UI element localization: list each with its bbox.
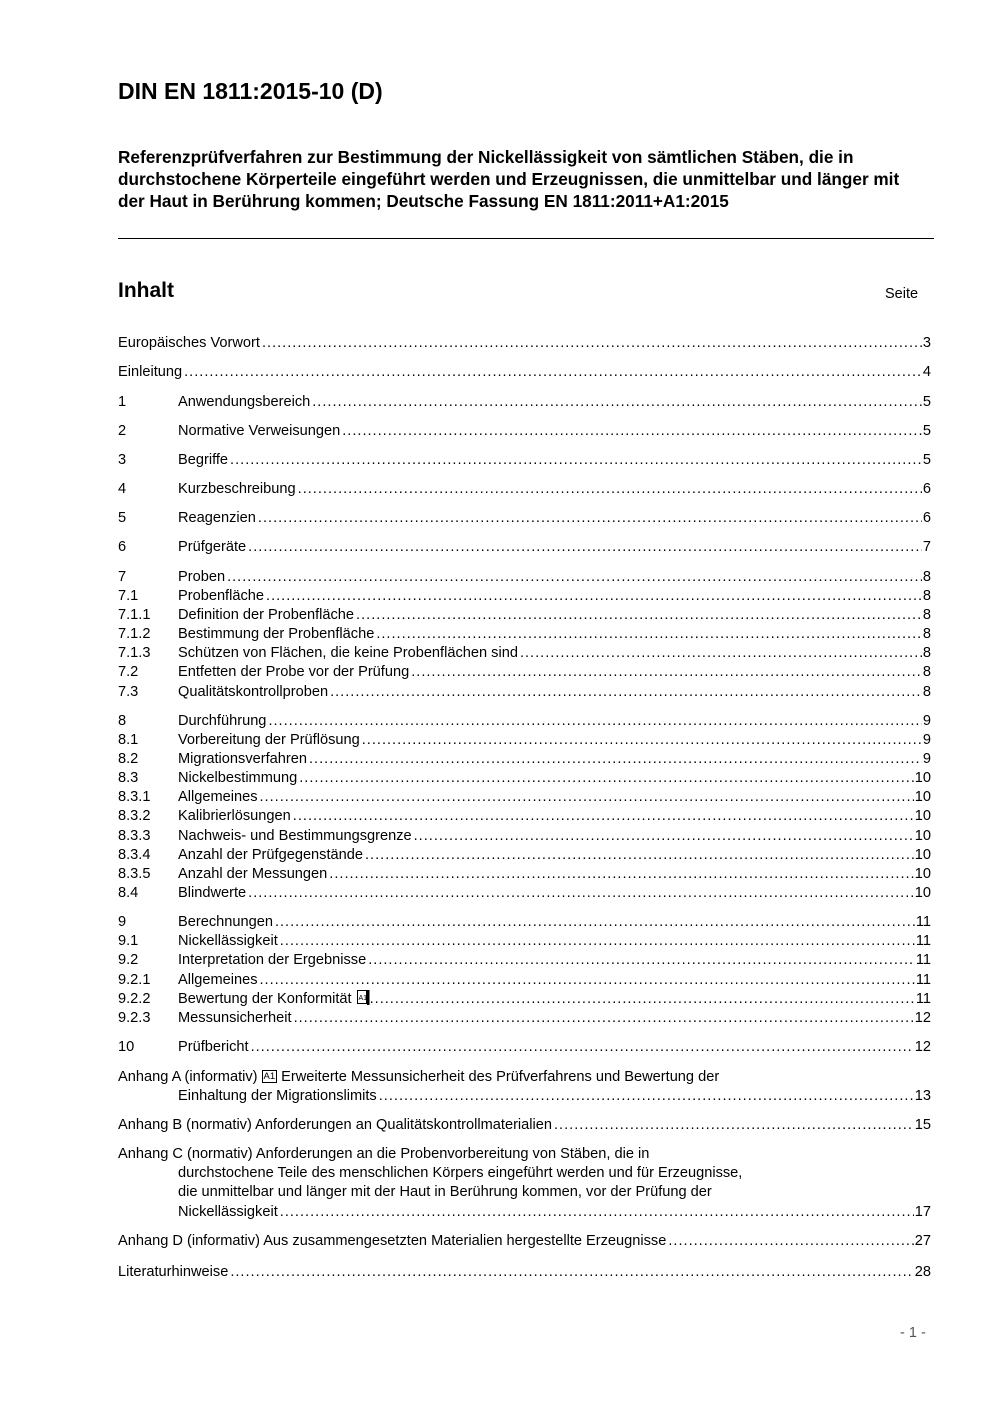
toc-entry-page: 8 [922, 569, 931, 585]
dot-leader [248, 538, 922, 557]
dot-leader [262, 334, 922, 353]
toc-entry-page: 10 [914, 847, 931, 863]
dot-leader [260, 788, 914, 807]
toc-entry[interactable] [118, 913, 931, 932]
toc-entry[interactable] [118, 393, 931, 412]
toc-entry-page: 12 [914, 1010, 931, 1026]
toc-entry[interactable] [118, 644, 931, 663]
toc-entry-page: 3 [922, 335, 931, 351]
toc-entry[interactable] [118, 951, 931, 970]
toc-entry-number: 9.2.3 [118, 1010, 151, 1026]
toc-entry-number: 9.2 [118, 952, 139, 968]
annex-b-page: 15 [914, 1117, 931, 1133]
toc-annex-a-line1[interactable] [118, 1068, 719, 1087]
toc-entry-title: Begriffe [178, 452, 229, 468]
toc-entry-number: 9 [118, 914, 127, 930]
toc-entry-number: 3 [118, 452, 127, 468]
toc-entry-title: Reagenzien [178, 510, 256, 526]
toc-entry-title: Prüfgeräte [178, 539, 247, 555]
toc-entry-number: 2 [118, 423, 127, 439]
toc-entry-page: 8 [922, 664, 931, 680]
toc-entry-page: 8 [922, 626, 931, 642]
toc-entry[interactable] [118, 769, 931, 788]
toc-entry-title: Nachweis- und Bestimmungsgrenze [178, 828, 412, 844]
toc-entry-number: 7.1.2 [118, 626, 151, 642]
toc-entry-number: 7.1 [118, 588, 139, 604]
dot-leader [184, 363, 922, 382]
dot-leader [379, 1087, 914, 1106]
toc-entry[interactable] [118, 827, 931, 846]
toc-entry-page: 10 [914, 828, 931, 844]
toc-entry-page: 11 [915, 972, 931, 988]
toc-entry-number: 7 [118, 569, 127, 585]
dot-leader [227, 568, 922, 587]
dot-leader [298, 480, 922, 499]
toc-entry[interactable] [118, 971, 931, 990]
toc-entry-page: 8 [922, 607, 931, 623]
toc-annex-d[interactable] [118, 1232, 931, 1251]
toc-entry-page: 5 [922, 423, 931, 439]
dot-leader [230, 451, 922, 470]
toc-entry[interactable] [118, 480, 931, 499]
toc-entry-title: Messunsicherheit [178, 1010, 292, 1026]
toc-entry-page: 10 [914, 866, 931, 882]
toc-entry-title: Allgemeines [178, 789, 258, 805]
toc-entry-number: 8.2 [118, 751, 139, 767]
toc-entry-number: 8.3.1 [118, 789, 151, 805]
document-subtitle: Referenzprüfverfahren zur Bestimmung der Nickellässigkeit von sämtlichen Stäben, die in durchstochene Körperteile eingeführt werden und Erzeugnissen, die unmittelbar und länger mit der Haut in Berührung kommen; Deutsche Fassung EN 1811:2011+A1:2015 [118, 147, 900, 211]
toc-entry[interactable] [118, 625, 931, 644]
annex-a-title-line1: Erweiterte Messunsicherheit des Prüfverfahrens und Bewertung der [281, 1069, 720, 1085]
page-number-footer: - 1 - [900, 1325, 926, 1341]
toc-entry[interactable] [118, 538, 931, 557]
toc-entry-page: 8 [922, 588, 931, 604]
toc-entry-number: 8.1 [118, 732, 139, 748]
toc-entry-number: 8.3.4 [118, 847, 151, 863]
dot-leader [248, 884, 914, 903]
toc-entry-page: 10 [914, 789, 931, 805]
dot-leader [293, 807, 914, 826]
toc-entry-number: 9.2.2 [118, 991, 151, 1007]
toc-entry[interactable] [118, 422, 931, 441]
annex-c-title-line4: Nickellässigkeit [178, 1204, 278, 1220]
dot-leader [268, 712, 921, 731]
toc-entry[interactable] [118, 731, 931, 750]
toc-entry-title: Proben [178, 569, 226, 585]
dot-leader [365, 846, 914, 865]
toc-entry-title: Bestimmung der Probenfläche [178, 626, 375, 642]
toc-entry[interactable] [118, 712, 931, 731]
toc-entry-page: 10 [914, 770, 931, 786]
annex-c-title-line3[interactable]: die unmittelbar und länger mit der Haut in Berührung kommen, vor der Prüfung der [178, 1184, 712, 1200]
toc-annex-c-last[interactable] [118, 1203, 931, 1222]
dot-leader [370, 990, 915, 1009]
dot-leader [275, 913, 915, 932]
toc-entry-title: Anwendungsbereich [178, 394, 311, 410]
toc-entry-page: 10 [914, 885, 931, 901]
dot-leader [280, 1203, 914, 1222]
dot-leader [376, 625, 922, 644]
toc-entry-title: Probenfläche [178, 588, 265, 604]
toc-entry-page: 11 [915, 952, 931, 968]
toc-entry[interactable] [118, 807, 931, 826]
toc-entry-number: 6 [118, 539, 127, 555]
toc-entry-page: 11 [915, 991, 931, 1007]
dot-leader [294, 1009, 914, 1028]
toc-entry-number: 9.2.1 [118, 972, 151, 988]
dot-leader [230, 1263, 913, 1282]
toc-entry-number: 8.3.3 [118, 828, 151, 844]
toc-entry-title: Blindwerte [178, 885, 247, 901]
toc-entry[interactable] [118, 451, 931, 470]
toc-entry[interactable] [118, 865, 931, 884]
toc-entry-title: Normative Verweisungen [178, 423, 341, 439]
annex-a-label: Anhang A (informativ) [118, 1069, 258, 1085]
toc-entry-page: 8 [922, 684, 931, 700]
toc-entry[interactable] [118, 568, 931, 587]
toc-entry-title: Durchführung [178, 713, 267, 729]
dot-leader [520, 644, 922, 663]
toc-entry-number: 8.3.2 [118, 808, 151, 824]
toc-entry-title: Definition der Probenfläche [178, 607, 355, 623]
toc-entry[interactable] [118, 750, 931, 769]
toc-entry-number: 1 [118, 394, 127, 410]
toc-entry-title: Nickelbestimmung [178, 770, 298, 786]
toc-entry-page: 9 [922, 751, 931, 767]
toc-entry[interactable] [118, 363, 931, 382]
dot-leader [362, 731, 922, 750]
annex-d-title: Anhang D (informativ) Aus zusammengesetzten Materialien hergestellte Erzeugnisse [118, 1233, 667, 1249]
dot-leader [266, 587, 922, 606]
toc-entry-number: 7.1.3 [118, 645, 151, 661]
toc-entry-number: 5 [118, 510, 127, 526]
dot-leader [342, 422, 922, 441]
amendment-start-icon: A1 [263, 1071, 276, 1082]
toc-entry-page: 9 [922, 713, 931, 729]
toc-entry-title: Migrationsverfahren [178, 751, 307, 767]
toc-entry[interactable] [118, 509, 931, 528]
toc-entry-page: 5 [922, 452, 931, 468]
toc-bibliography[interactable] [118, 1263, 931, 1282]
annex-b-title: Anhang B (normativ) Anforderungen an Qualitätskontrollmaterialien [118, 1117, 552, 1133]
toc-entry[interactable] [118, 606, 931, 625]
toc-entry-title: Schützen von Flächen, die keine Probenflächen sind [178, 645, 518, 661]
annex-c-title-line1[interactable]: Anhang C (normativ) Anforderungen an die Probenvorbereitung von Stäben, die in [118, 1146, 650, 1162]
dot-leader [368, 951, 915, 970]
dot-leader [251, 1038, 914, 1057]
toc-annex-b[interactable] [118, 1116, 931, 1135]
toc-entry-number: 7.3 [118, 684, 139, 700]
toc-entry-number: 7.2 [118, 664, 139, 680]
toc-entry-page: 10 [914, 808, 931, 824]
toc-entry-page: 8 [922, 645, 931, 661]
toc-entry-number: 8 [118, 713, 127, 729]
toc-entry[interactable] [118, 846, 931, 865]
toc-entry[interactable] [118, 334, 931, 353]
toc-entry[interactable] [118, 683, 931, 702]
dot-leader [309, 750, 922, 769]
toc-entry-number: 8.3.5 [118, 866, 151, 882]
toc-entry-title: Prüfbericht [178, 1039, 249, 1055]
toc-entry-title: Interpretation der Ergebnisse [178, 952, 367, 968]
bibliography-page: 28 [914, 1264, 931, 1280]
dot-leader [329, 865, 913, 884]
toc-entry[interactable] [118, 932, 931, 951]
document-id-title: DIN EN 1811:2015-10 (D) [118, 78, 383, 104]
annex-a-title-line2: Einhaltung der Migrationslimits [178, 1088, 377, 1104]
dot-leader [411, 663, 922, 682]
toc-entry[interactable] [118, 990, 931, 1009]
toc-entry-title: Anzahl der Prüfgegenstände [178, 847, 363, 863]
toc-entry-page: 4 [922, 364, 931, 380]
svg-text:A1: A1 [358, 995, 367, 1002]
toc-entry-page: 5 [922, 394, 931, 410]
dot-leader [260, 971, 915, 990]
toc-entry[interactable] [118, 1038, 931, 1057]
dot-leader [668, 1232, 913, 1251]
toc-entry-title: Bewertung der Konformität [178, 991, 352, 1007]
dot-leader [312, 393, 922, 412]
toc-entry-title: Vorbereitung der Prüflösung [178, 732, 360, 748]
toc-entry-number: 10 [118, 1039, 135, 1055]
annex-d-page: 27 [914, 1233, 931, 1249]
toc-entry-page: 7 [922, 539, 931, 555]
toc-entry-title: Europäisches Vorwort [118, 335, 260, 351]
toc-entry-title: Nickellässigkeit [178, 933, 278, 949]
toc-entry-title: Kalibrierlösungen [178, 808, 291, 824]
dot-leader [330, 683, 922, 702]
toc-entry-title: Einleitung [118, 364, 183, 380]
toc-entry-page: 6 [922, 481, 931, 497]
dot-leader [554, 1116, 914, 1135]
toc-entry-number: 8.3 [118, 770, 139, 786]
toc-entry-page: 12 [914, 1039, 931, 1055]
toc-entry-page: 11 [915, 933, 931, 949]
dot-leader [356, 606, 922, 625]
toc-entry-number: 9.1 [118, 933, 139, 949]
toc-entry-page: 6 [922, 510, 931, 526]
dot-leader [414, 827, 914, 846]
toc-entry-title: Qualitätskontrollproben [178, 684, 329, 700]
toc-entry-page: 9 [922, 732, 931, 748]
toc-entry-number: 7.1.1 [118, 607, 151, 623]
toc-entry-title: Anzahl der Messungen [178, 866, 328, 882]
dot-leader [299, 769, 914, 788]
bibliography-title: Literaturhinweise [118, 1264, 229, 1280]
dot-leader [258, 509, 922, 528]
annex-c-title-line2[interactable]: durchstochene Teile des menschlichen Körpers eingeführt werden und für Erzeugnisse, [178, 1165, 743, 1181]
toc-entry-number: 4 [118, 481, 127, 497]
toc-entry-page: 11 [915, 914, 931, 930]
page-column-label: Seite [885, 286, 919, 302]
toc-entry[interactable] [118, 663, 931, 682]
toc-entry[interactable] [118, 788, 931, 807]
dot-leader [280, 932, 915, 951]
toc-entry-number: 8.4 [118, 885, 139, 901]
toc-entry-title: Entfetten der Probe vor der Prüfung [178, 664, 410, 680]
toc-heading: Inhalt [118, 279, 174, 302]
annex-a-page: 13 [914, 1088, 931, 1104]
annex-c-page: 17 [914, 1204, 931, 1220]
toc-entry-title: Berechnungen [178, 914, 273, 930]
toc-entry-title: Allgemeines [178, 972, 258, 988]
toc-entry[interactable] [118, 1009, 931, 1028]
toc-entry[interactable] [118, 587, 931, 606]
toc-annex-a-line2[interactable] [118, 1087, 931, 1106]
toc-entry-title: Kurzbeschreibung [178, 481, 296, 497]
toc-entry[interactable] [118, 884, 931, 903]
amendment-end-icon [357, 990, 370, 1005]
